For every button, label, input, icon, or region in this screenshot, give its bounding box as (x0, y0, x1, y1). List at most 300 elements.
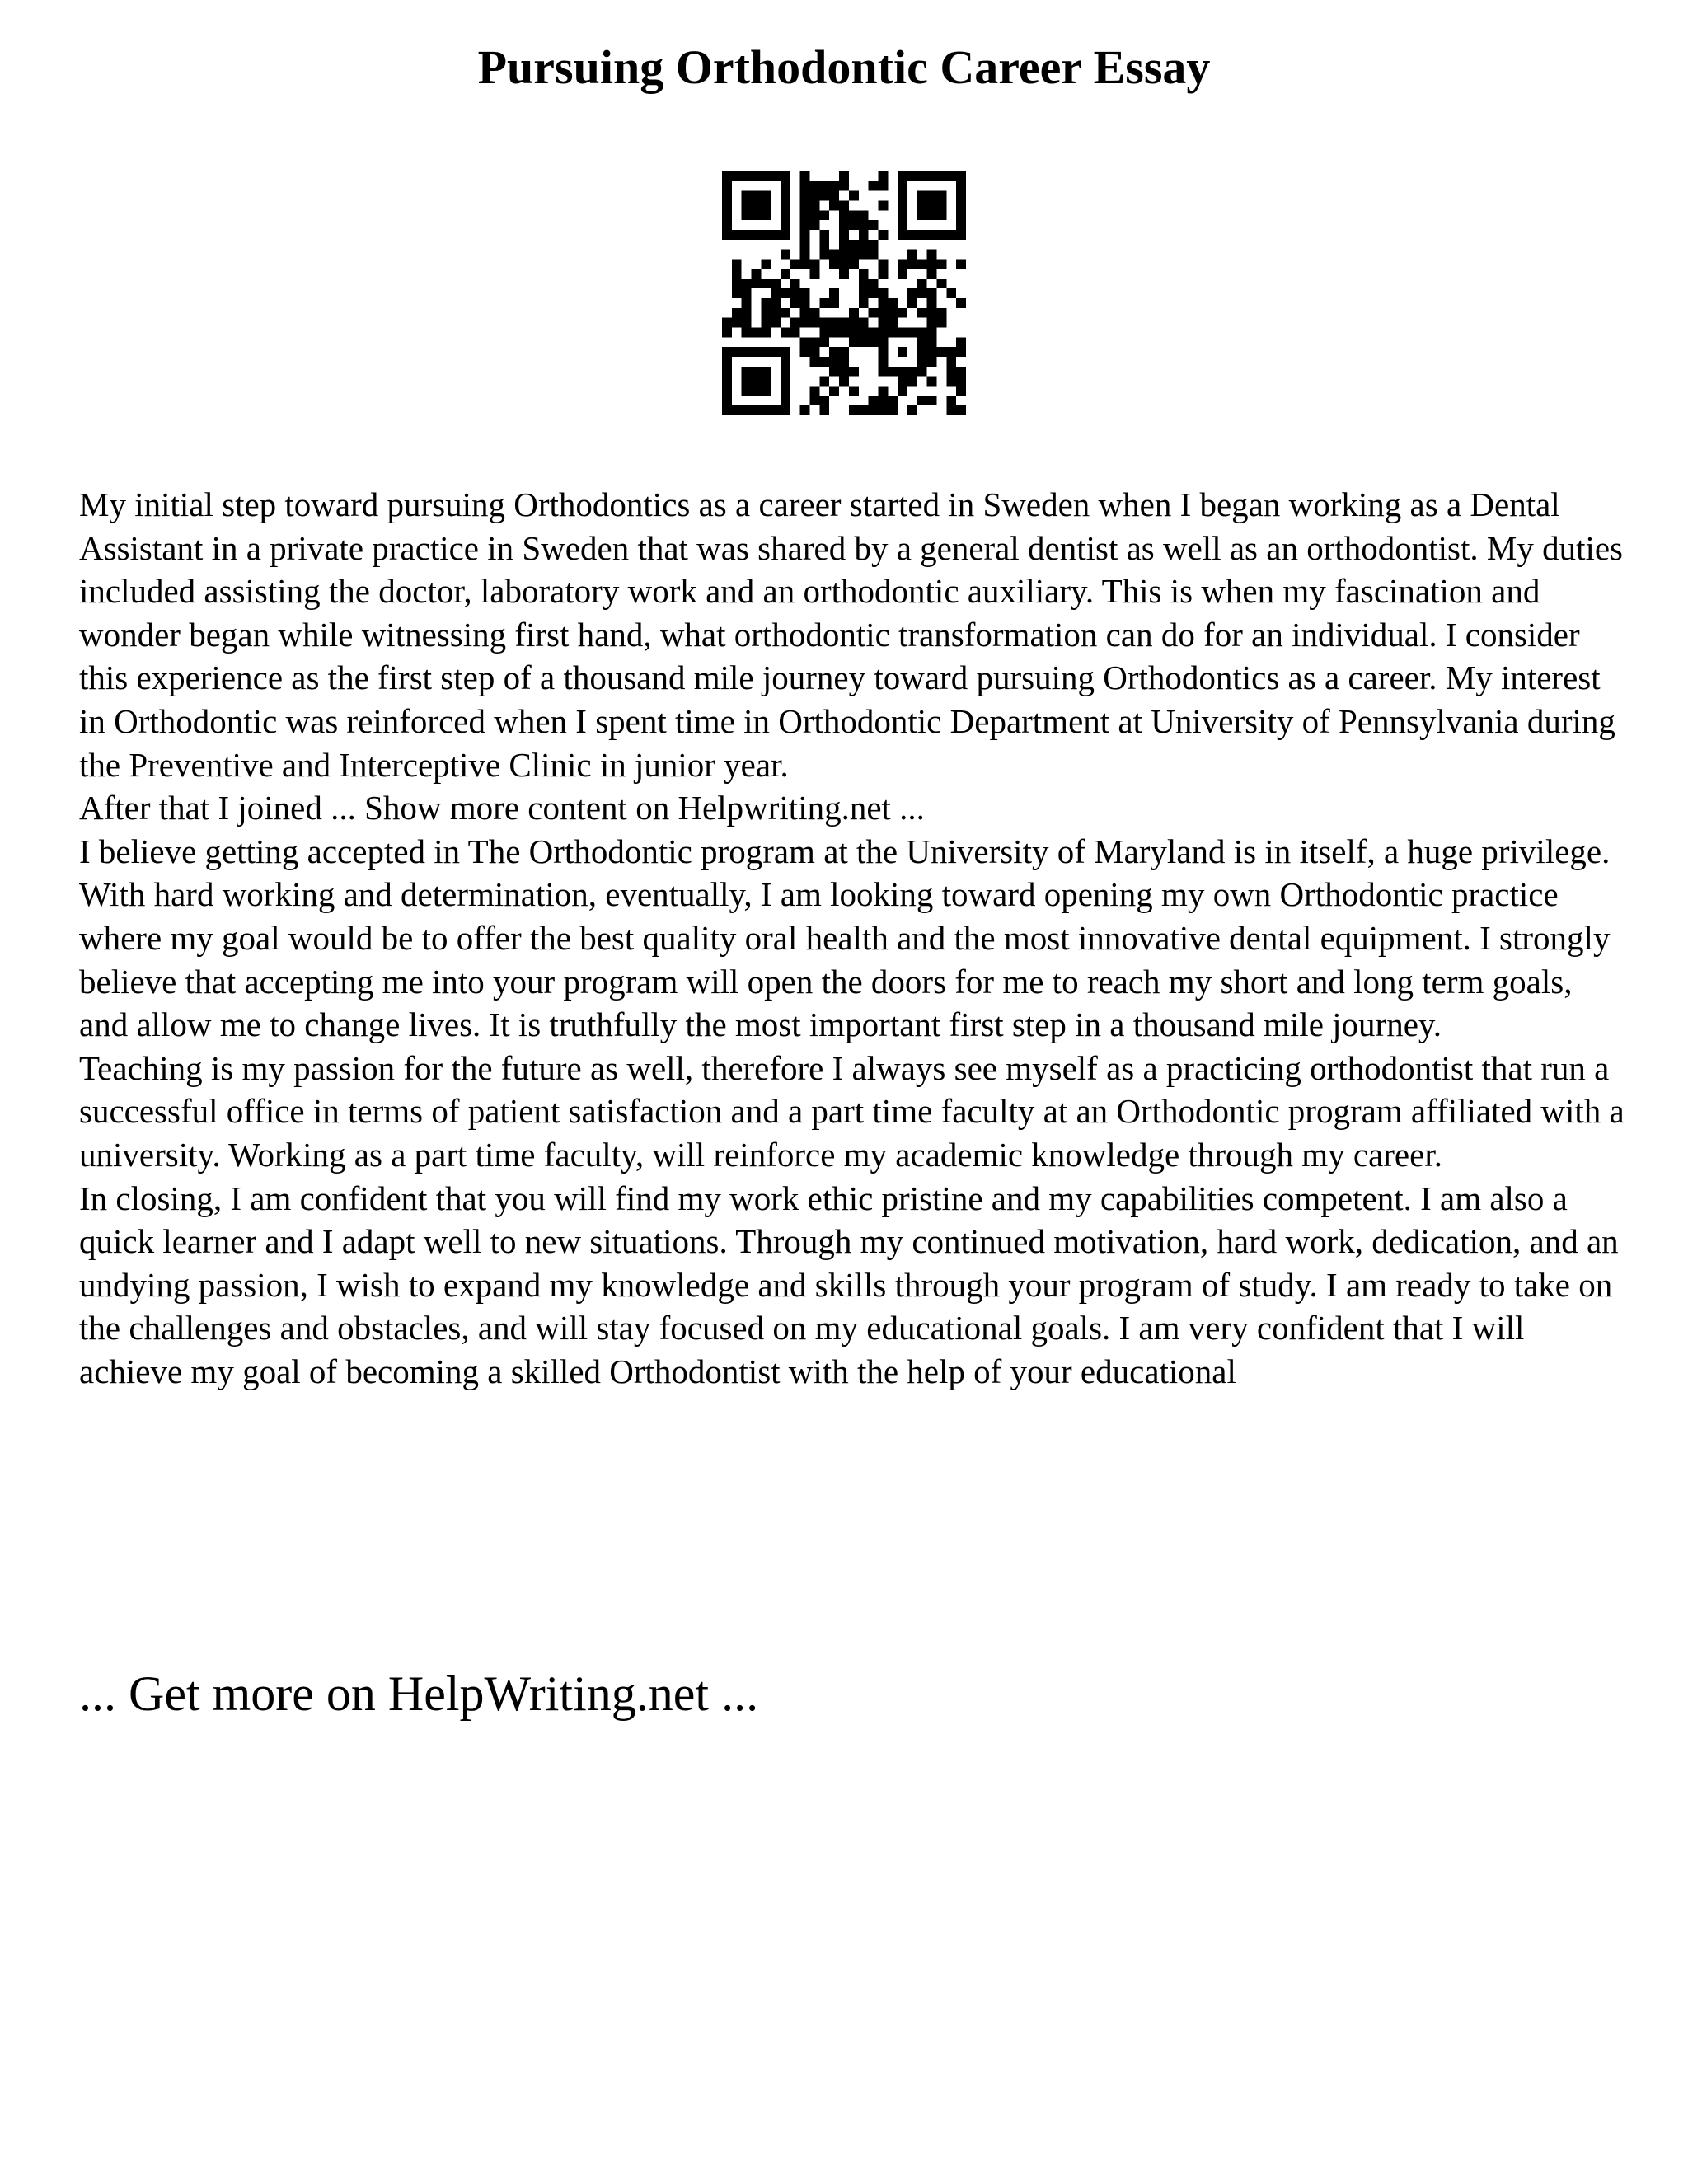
qr-module (927, 308, 937, 318)
qr-module (810, 181, 820, 191)
qr-module (956, 191, 966, 201)
qr-module (761, 298, 771, 308)
qr-module (800, 201, 810, 211)
qr-module (849, 240, 859, 250)
qr-module (810, 318, 820, 328)
qr-module (936, 210, 946, 220)
qr-module (752, 347, 762, 357)
qr-module (761, 279, 771, 288)
essay-paragraph: Teaching is my passion for the future as well, therefore I always see myself as a practicing orthodontist that run a successful office in terms of patient satisfaction and a part time faculty at an Orthodontic program affiliated with a university. Working as a part time faculty, will reinforce my academic knowledge through my career. (79, 1048, 1625, 1174)
qr-module (898, 308, 907, 318)
qr-module (956, 405, 966, 415)
qr-module (859, 269, 869, 279)
qr-module (907, 327, 917, 337)
qr-module (722, 171, 732, 181)
qr-module (781, 288, 790, 298)
qr-module (927, 347, 937, 357)
qr-module (819, 298, 829, 308)
qr-module (869, 396, 879, 405)
qr-module (927, 171, 937, 181)
qr-module (819, 357, 829, 367)
qr-module (752, 367, 762, 377)
qr-module (907, 298, 917, 308)
qr-module (907, 367, 917, 377)
qr-module (810, 396, 820, 405)
qr-module (819, 396, 829, 405)
qr-module (819, 327, 829, 337)
qr-module (761, 191, 771, 201)
qr-module (839, 357, 849, 367)
qr-module (829, 367, 839, 377)
qr-module (839, 230, 849, 240)
qr-module (917, 367, 927, 377)
qr-module (907, 171, 917, 181)
qr-module (722, 318, 732, 328)
qr-module (839, 269, 849, 279)
qr-module (849, 327, 859, 337)
qr-module (829, 250, 839, 260)
qr-module (752, 210, 762, 220)
qr-module (732, 230, 742, 240)
qr-module (829, 191, 839, 201)
qr-module (927, 191, 937, 201)
qr-module (956, 367, 966, 377)
qr-module (907, 260, 917, 269)
qr-module (781, 171, 790, 181)
qr-module (761, 367, 771, 377)
qr-module (898, 347, 907, 357)
qr-module (800, 220, 810, 230)
qr-module (869, 308, 879, 318)
qr-module (898, 327, 907, 337)
qr-module (869, 250, 879, 260)
qr-module (849, 386, 859, 396)
qr-module (800, 298, 810, 308)
qr-module (859, 405, 869, 415)
qr-module (869, 240, 879, 250)
qr-module (946, 171, 956, 181)
qr-module (829, 181, 839, 191)
qr-module (742, 318, 752, 328)
qr-module (732, 347, 742, 357)
qr-module (927, 250, 937, 260)
qr-module (859, 318, 869, 328)
qr-module (839, 347, 849, 357)
qr-module (742, 288, 752, 298)
qr-module (800, 318, 810, 328)
qr-module (722, 201, 732, 211)
qr-module (839, 327, 849, 337)
qr-module (839, 260, 849, 269)
qr-module (907, 405, 917, 415)
qr-module (956, 201, 966, 211)
qr-module (742, 279, 752, 288)
qr-module (917, 191, 927, 201)
essay-paragraph: My initial step toward pursuing Orthodontics as a career started in Sweden when I began working as a Dental Assistant in a private practice in Sweden that was shared by a general dentist as well as an orthodontist. My duties included assisting the doctor, laboratory work and an orthodontic auxiliary. This is when my fascination and wonder began while witnessing first hand, what orthodontic transformation can do for an individual. I consider this experience as the first step of a thousand mile journey toward pursuing Orthodontics as a career. My interest in Orthodontic was reinforced when I spent time in Orthodontic Department at University of Pennsylvania during the Preventive and Interceptive Clinic in junior year. (79, 485, 1624, 784)
qr-module (878, 201, 888, 211)
qr-module (927, 288, 937, 298)
qr-module (956, 230, 966, 240)
qr-module (761, 210, 771, 220)
qr-module (878, 260, 888, 269)
qr-module (771, 318, 781, 328)
qr-module (898, 191, 907, 201)
qr-module (732, 288, 742, 298)
qr-module (722, 220, 732, 230)
qr-module (888, 367, 898, 377)
qr-module (742, 210, 752, 220)
qr-module (917, 327, 927, 337)
qr-module (946, 367, 956, 377)
qr-module (878, 386, 888, 396)
essay-paragraph: In closing, I am confident that you will find my work ethic pristine and my capabilities competent. I am also a quick learner and I adapt well to new situations. Through my continued motivation, hard work, dedication, and an undying passion, I wish to expand my knowledge and skills through your program of study. I am ready to take on the challenges and obstacles, and will stay focused on my educational goals. I am very confident that I will achieve my goal of becoming a skilled Orthodontist with the help of your educational (79, 1179, 1619, 1390)
qr-module (781, 230, 790, 240)
qr-module (946, 230, 956, 240)
qr-module (859, 230, 869, 240)
qr-module (888, 396, 898, 405)
qr-module (761, 347, 771, 357)
qr-module (878, 230, 888, 240)
qr-module (927, 377, 937, 387)
qr-module (781, 250, 790, 260)
qr-module (878, 171, 888, 181)
qr-module (878, 396, 888, 405)
qr-module (898, 210, 907, 220)
qr-module (829, 201, 839, 211)
qr-module (790, 288, 800, 298)
qr-module (878, 298, 888, 308)
qr-module (810, 210, 820, 220)
qr-module (781, 377, 790, 387)
get-more-link[interactable]: ... Get more on HelpWriting.net ... (79, 1666, 759, 1721)
qr-module (742, 308, 752, 318)
qr-module (781, 405, 790, 415)
qr-module (917, 201, 927, 211)
qr-module (819, 181, 829, 191)
qr-module (800, 191, 810, 201)
qr-module (810, 220, 820, 230)
qr-module (946, 396, 956, 405)
qr-module (956, 171, 966, 181)
qr-module (722, 230, 732, 240)
qr-module (742, 405, 752, 415)
qr-module (742, 377, 752, 387)
qr-module (849, 220, 859, 230)
qr-module (810, 260, 820, 269)
qr-module (829, 386, 839, 396)
qr-module (898, 171, 907, 181)
qr-module (878, 308, 888, 318)
qr-module (917, 171, 927, 181)
qr-module (810, 201, 820, 211)
qr-module (800, 210, 810, 220)
qr-module (839, 377, 849, 387)
essay-paragraph-show-more: After that I joined ... Show more content on Helpwriting.net ... (79, 789, 925, 827)
qr-module (936, 260, 946, 269)
qr-module (819, 240, 829, 250)
qr-module (781, 327, 790, 337)
qr-module (771, 279, 781, 288)
qr-module (898, 260, 907, 269)
qr-module (869, 288, 879, 298)
qr-module (849, 318, 859, 328)
qr-module (927, 269, 937, 279)
qr-module (859, 279, 869, 288)
qr-module (956, 386, 966, 396)
qr-module (752, 386, 762, 396)
qr-module (956, 298, 966, 308)
qr-module (819, 318, 829, 328)
qr-module (946, 377, 956, 387)
qr-module (917, 279, 927, 288)
qr-module (781, 357, 790, 367)
qr-code-icon[interactable] (722, 171, 966, 415)
qr-module (810, 347, 820, 357)
qr-module (927, 337, 937, 347)
qr-module (898, 230, 907, 240)
qr-module (829, 327, 839, 337)
qr-module (771, 308, 781, 318)
qr-module (839, 210, 849, 220)
qr-module (819, 230, 829, 240)
qr-module (839, 201, 849, 211)
qr-module (888, 308, 898, 318)
qr-module (761, 405, 771, 415)
qr-module (742, 298, 752, 308)
qr-module (722, 377, 732, 387)
qr-module (946, 357, 956, 367)
qr-module (888, 327, 898, 337)
qr-module (829, 260, 839, 269)
qr-module (790, 318, 800, 328)
qr-module (859, 240, 869, 250)
qr-module (917, 288, 927, 298)
qr-module (839, 171, 849, 181)
qr-module (907, 230, 917, 240)
qr-module (771, 405, 781, 415)
qr-module (732, 318, 742, 328)
qr-module (752, 191, 762, 201)
qr-module (927, 396, 937, 405)
qr-module (869, 337, 879, 347)
qr-module (936, 171, 946, 181)
qr-module (859, 337, 869, 347)
qr-module (781, 386, 790, 396)
qr-module (898, 201, 907, 211)
qr-module (917, 357, 927, 367)
qr-module (898, 220, 907, 230)
qr-module (849, 405, 859, 415)
qr-module (946, 288, 956, 298)
qr-module (829, 288, 839, 298)
qr-module (849, 260, 859, 269)
qr-module (732, 308, 742, 318)
qr-module (761, 201, 771, 211)
qr-module (761, 386, 771, 396)
qr-module (752, 405, 762, 415)
qr-module (771, 298, 781, 308)
qr-module (800, 337, 810, 347)
qr-module (888, 318, 898, 328)
qr-module (936, 318, 946, 328)
qr-module (771, 171, 781, 181)
qr-module (752, 171, 762, 181)
qr-module (752, 269, 762, 279)
qr-module (790, 298, 800, 308)
qr-module (878, 269, 888, 279)
qr-module (936, 279, 946, 288)
qr-module (781, 367, 790, 377)
qr-module (956, 377, 966, 387)
page-title: Pursuing Orthodontic Career Essay (477, 40, 1211, 94)
qr-module (907, 377, 917, 387)
qr-module (878, 405, 888, 415)
qr-module (917, 308, 927, 318)
qr-module (849, 250, 859, 260)
qr-module (761, 308, 771, 318)
qr-module (800, 240, 810, 250)
qr-module (800, 171, 810, 181)
qr-module (810, 386, 820, 396)
qr-module (878, 327, 888, 337)
qr-module (859, 220, 869, 230)
qr-module (722, 386, 732, 396)
qr-module (829, 357, 839, 367)
qr-module (742, 367, 752, 377)
qr-module (761, 171, 771, 181)
qr-module (829, 298, 839, 308)
qr-module (761, 318, 771, 328)
qr-module (927, 210, 937, 220)
qr-module (742, 327, 752, 337)
qr-module (946, 405, 956, 415)
qr-module (810, 191, 820, 201)
qr-module (781, 210, 790, 220)
qr-module (917, 337, 927, 347)
qr-module (781, 201, 790, 211)
qr-module (819, 210, 829, 220)
qr-module (917, 347, 927, 357)
qr-module (936, 308, 946, 318)
qr-module (956, 181, 966, 191)
qr-module (898, 269, 907, 279)
qr-module (732, 260, 742, 269)
qr-module (810, 337, 820, 347)
qr-module (752, 377, 762, 387)
qr-module (907, 288, 917, 298)
qr-module (956, 210, 966, 220)
qr-module (800, 250, 810, 260)
qr-module (917, 260, 927, 269)
qr-module (800, 181, 810, 191)
qr-module (839, 240, 849, 250)
qr-module (849, 191, 859, 201)
qr-module (839, 318, 849, 328)
qr-module (927, 230, 937, 240)
qr-module (859, 288, 869, 298)
qr-module (781, 308, 790, 318)
qr-module (742, 201, 752, 211)
qr-module (800, 260, 810, 269)
qr-module (732, 171, 742, 181)
qr-module (790, 279, 800, 288)
qr-module (722, 357, 732, 367)
qr-module (849, 367, 859, 377)
qr-module (849, 337, 859, 347)
qr-module (917, 230, 927, 240)
qr-module (742, 230, 752, 240)
qr-module (722, 327, 732, 337)
qr-module (722, 367, 732, 377)
qr-module (732, 269, 742, 279)
qr-module (878, 337, 888, 347)
qr-module (859, 210, 869, 220)
qr-module (810, 357, 820, 367)
qr-module (722, 396, 732, 405)
qr-module (742, 386, 752, 396)
qr-module (819, 405, 829, 415)
qr-module (771, 347, 781, 357)
qr-module (761, 377, 771, 387)
qr-module (829, 318, 839, 328)
qr-module (819, 377, 829, 387)
qr-module (927, 260, 937, 269)
qr-module (781, 347, 790, 357)
qr-module (859, 250, 869, 260)
qr-module (800, 288, 810, 298)
qr-module (898, 367, 907, 377)
qr-module (917, 210, 927, 220)
qr-module (771, 288, 781, 298)
qr-module (946, 347, 956, 357)
qr-module (907, 250, 917, 260)
qr-module (869, 279, 879, 288)
qr-module (869, 220, 879, 230)
qr-module (936, 230, 946, 240)
qr-module (869, 327, 879, 337)
qr-module (878, 367, 888, 377)
qr-module (956, 337, 966, 347)
qr-module (800, 308, 810, 318)
qr-module (839, 181, 849, 191)
qr-module (839, 367, 849, 377)
qr-module (722, 405, 732, 415)
qr-module (956, 260, 966, 269)
qr-module (800, 405, 810, 415)
qr-module (869, 181, 879, 191)
qr-module (732, 279, 742, 288)
qr-module (771, 230, 781, 240)
qr-module (936, 191, 946, 201)
qr-module (752, 279, 762, 288)
essay-paragraph: I believe getting accepted in The Orthodontic program at the University of Maryland is in itself, a huge privilege. (79, 832, 1611, 870)
qr-module (936, 347, 946, 357)
qr-module (898, 181, 907, 191)
qr-module (936, 201, 946, 211)
qr-module (927, 357, 937, 367)
qr-module (956, 347, 966, 357)
qr-module (781, 191, 790, 201)
qr-module (878, 347, 888, 357)
qr-module (722, 210, 732, 220)
essay-paragraph: With hard working and determination, eventually, I am looking toward opening my own Orthodontic practice where my goal would be to offer the best quality oral health and the most innovative dental equipment. I strongly believe that accepting me into your program will open the doors for me to reach my short and long term goals, and allow me to change lives. It is truthfully the most important first step in a thousand mile journey. (79, 875, 1611, 1044)
qr-module (722, 347, 732, 357)
qr-module (810, 308, 820, 318)
qr-module (819, 191, 829, 201)
qr-module (927, 298, 937, 308)
qr-module (878, 288, 888, 298)
qr-module (869, 405, 879, 415)
